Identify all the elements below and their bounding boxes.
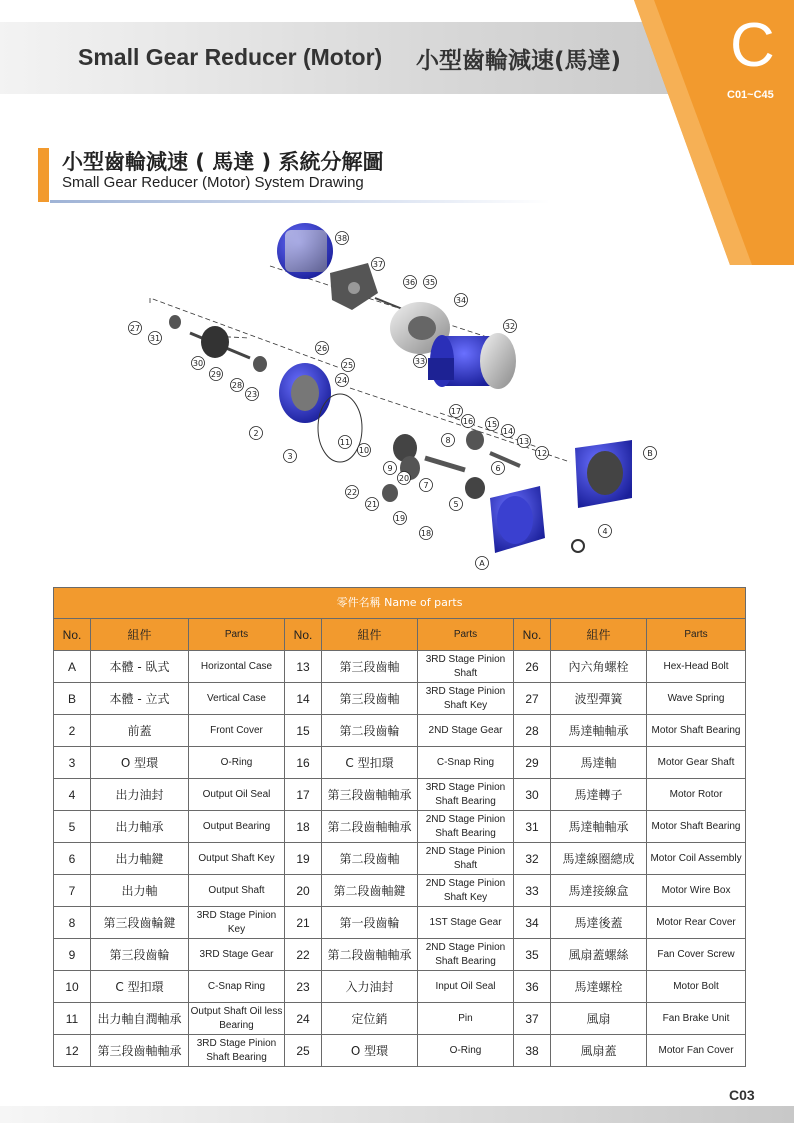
callout-label: 34: [455, 296, 467, 305]
callout-label: 24: [336, 376, 348, 385]
section-bar: [38, 148, 49, 202]
header-title-zh: 小型齒輪減速(馬達): [416, 48, 622, 74]
part-name-en: C-Snap Ring: [418, 747, 514, 779]
part-name-en: Front Cover: [189, 715, 285, 747]
callout-label: 19: [394, 514, 406, 523]
part-name-zh: 馬達後蓋: [551, 907, 647, 939]
part-name-en: 2ND Stage Gear: [418, 715, 514, 747]
part-no: 22: [285, 939, 322, 971]
part-name-en: Motor Shaft Bearing: [647, 715, 746, 747]
callout-label: 23: [246, 390, 258, 399]
header-zh: 組件: [91, 619, 189, 651]
front-cover: [279, 363, 331, 423]
callout-label: A: [479, 559, 485, 568]
part-no: 19: [285, 843, 322, 875]
header-en: Parts: [647, 619, 746, 651]
part-name-zh: 出力軸承: [91, 811, 189, 843]
fan-cover: [277, 223, 333, 279]
callout-label: 17: [450, 407, 462, 416]
callout-label: 20: [398, 474, 410, 483]
part-name-zh: 第一段齒輪: [322, 907, 418, 939]
part-no: 13: [285, 651, 322, 683]
table-row: [54, 779, 746, 811]
section-underline: [50, 200, 550, 203]
part-name-en: 3RD Stage Pinion Shaft: [418, 651, 514, 683]
callout-group: [129, 232, 657, 570]
part-name-en: 1ST Stage Gear: [418, 907, 514, 939]
part-no: 32: [514, 843, 551, 875]
callout-label: 22: [346, 488, 358, 497]
part-name-zh: 前蓋: [91, 715, 189, 747]
part-name-en: Output Oil Seal: [189, 779, 285, 811]
part-name-zh: O 型環: [91, 747, 189, 779]
part-name-zh: 定位銷: [322, 1003, 418, 1035]
callout-label: 7: [423, 481, 429, 490]
part-name-en: Motor Bolt: [647, 971, 746, 1003]
callout-label: 18: [420, 529, 432, 538]
callout-label: B: [647, 449, 653, 458]
part-name-zh: 波型彈簧: [551, 683, 647, 715]
callout-label: 27: [129, 324, 141, 333]
part-name-en: Pin: [418, 1003, 514, 1035]
part-name-zh: O 型環: [322, 1035, 418, 1067]
part-no: 6: [54, 843, 91, 875]
part-name-en: 3RD Stage Pinion Key: [189, 907, 285, 939]
table-row: [54, 939, 746, 971]
callout-label: 4: [602, 527, 608, 536]
part-name-zh: 第二段齒軸軸承: [322, 939, 418, 971]
table-row: [54, 651, 746, 683]
part-no: 10: [54, 971, 91, 1003]
rotor-shaft: [169, 315, 267, 372]
callout-label: 11: [339, 438, 351, 447]
part-name-en: Motor Rear Cover: [647, 907, 746, 939]
part-no: 8: [54, 907, 91, 939]
part-no: 23: [285, 971, 322, 1003]
table-row: [54, 747, 746, 779]
part-name-zh: 馬達接線盒: [551, 875, 647, 907]
callout-label: 26: [316, 344, 328, 353]
part-name-en: O-Ring: [418, 1035, 514, 1067]
section-title-en: Small Gear Reducer (Motor) System Drawing: [62, 174, 364, 191]
part-no: 35: [514, 939, 551, 971]
part-no: 34: [514, 907, 551, 939]
part-name-zh: C 型扣環: [322, 747, 418, 779]
part-name-zh: 入力油封: [322, 971, 418, 1003]
part-no: 9: [54, 939, 91, 971]
part-no: 33: [514, 875, 551, 907]
part-name-en: Input Oil Seal: [418, 971, 514, 1003]
part-name-zh: 出力軸: [91, 875, 189, 907]
table-row: [54, 715, 746, 747]
header-no: No.: [514, 619, 551, 651]
callout-label: 6: [495, 464, 501, 473]
part-name-zh: 本體 - 立式: [91, 683, 189, 715]
part-name-en: 3RD Stage Pinion Shaft Bearing: [418, 779, 514, 811]
callout-label: 35: [424, 278, 436, 287]
table-row: [54, 971, 746, 1003]
header-en: Parts: [418, 619, 514, 651]
fan: [330, 263, 378, 310]
part-name-zh: 出力軸自潤軸承: [91, 1003, 189, 1035]
header-zh: 組件: [551, 619, 647, 651]
part-name-en: Motor Fan Cover: [647, 1035, 746, 1067]
part-name-en: Output Shaft Key: [189, 843, 285, 875]
motor-coil: [428, 333, 516, 389]
callout-label: 2: [253, 429, 259, 438]
part-name-zh: 本體 - 臥式: [91, 651, 189, 683]
part-name-zh: 第二段齒輪: [322, 715, 418, 747]
callout-label: 21: [366, 500, 378, 509]
section-letter: C: [730, 11, 775, 80]
part-name-en: Motor Gear Shaft: [647, 747, 746, 779]
table-row: [54, 811, 746, 843]
part-no: 28: [514, 715, 551, 747]
table-title: 零件名稱 Name of parts: [54, 588, 746, 619]
part-no: 18: [285, 811, 322, 843]
part-no: 37: [514, 1003, 551, 1035]
part-name-zh: 第三段齒軸: [322, 651, 418, 683]
part-name-zh: 內六角螺栓: [551, 651, 647, 683]
part-no: 15: [285, 715, 322, 747]
callout-label: 38: [336, 234, 348, 243]
callout-label: 36: [404, 278, 416, 287]
part-no: 27: [514, 683, 551, 715]
part-name-en: 2ND Stage Pinion Shaft Bearing: [418, 811, 514, 843]
part-name-zh: 馬達線圈總成: [551, 843, 647, 875]
callout-label: 9: [387, 464, 393, 473]
part-name-en: Output Shaft: [189, 875, 285, 907]
part-name-zh: 馬達螺栓: [551, 971, 647, 1003]
part-no: 20: [285, 875, 322, 907]
part-name-zh: 第三段齒軸軸承: [91, 1035, 189, 1067]
part-name-zh: 出力油封: [91, 779, 189, 811]
part-no: A: [54, 651, 91, 683]
callout-label: 8: [445, 436, 451, 445]
part-name-zh: 馬達轉子: [551, 779, 647, 811]
part-name-zh: 風扇蓋: [551, 1035, 647, 1067]
part-name-en: Motor Coil Assembly: [647, 843, 746, 875]
part-name-zh: 第三段齒輪: [91, 939, 189, 971]
part-no: 25: [285, 1035, 322, 1067]
part-name-en: 2ND Stage Pinion Shaft Bearing: [418, 939, 514, 971]
part-name-en: 3RD Stage Pinion Shaft Bearing: [189, 1035, 285, 1067]
part-name-zh: 第二段齒軸軸承: [322, 811, 418, 843]
part-name-zh: 第三段齒輪鍵: [91, 907, 189, 939]
table-row: [54, 907, 746, 939]
callout-label: 28: [231, 381, 243, 390]
part-name-zh: 第三段齒軸: [322, 683, 418, 715]
part-name-en: Horizontal Case: [189, 651, 285, 683]
part-name-en: Hex-Head Bolt: [647, 651, 746, 683]
part-name-en: 3RD Stage Gear: [189, 939, 285, 971]
part-name-en: Vertical Case: [189, 683, 285, 715]
part-name-zh: 第二段齒軸鍵: [322, 875, 418, 907]
callout-label: 5: [453, 500, 459, 509]
table-row: [54, 1035, 746, 1067]
part-name-zh: 馬達軸: [551, 747, 647, 779]
part-name-en: Fan Cover Screw: [647, 939, 746, 971]
part-no: 12: [54, 1035, 91, 1067]
part-no: 3: [54, 747, 91, 779]
footer-band: [0, 1106, 794, 1123]
section-range: C01~C45: [727, 89, 774, 101]
reducer-case-horizontal: [490, 486, 545, 553]
callout-label: 25: [342, 361, 354, 370]
header-title-en: Small Gear Reducer (Motor): [78, 44, 383, 70]
part-name-en: 2ND Stage Pinion Shaft: [418, 843, 514, 875]
header-no: No.: [54, 619, 91, 651]
part-name-en: Motor Rotor: [647, 779, 746, 811]
part-no: 11: [54, 1003, 91, 1035]
page-number: C03: [729, 1087, 755, 1103]
table-row: [54, 875, 746, 907]
part-name-en: 2ND Stage Pinion Shaft Key: [418, 875, 514, 907]
part-no: 5: [54, 811, 91, 843]
callout-label: 31: [149, 334, 161, 343]
part-no: 14: [285, 683, 322, 715]
part-no: 26: [514, 651, 551, 683]
part-name-zh: 第二段齒軸: [322, 843, 418, 875]
part-name-en: Wave Spring: [647, 683, 746, 715]
header-zh: 組件: [322, 619, 418, 651]
header-en: Parts: [189, 619, 285, 651]
part-name-en: Motor Wire Box: [647, 875, 746, 907]
part-no: 30: [514, 779, 551, 811]
part-name-zh: 出力軸鍵: [91, 843, 189, 875]
callout-label: 37: [372, 260, 384, 269]
part-name-en: Output Shaft Oil less Bearing: [189, 1003, 285, 1035]
part-no: 2: [54, 715, 91, 747]
table-row: [54, 1003, 746, 1035]
table-row: [54, 843, 746, 875]
part-no: 4: [54, 779, 91, 811]
part-name-zh: C 型扣環: [91, 971, 189, 1003]
part-name-en: Output Bearing: [189, 811, 285, 843]
part-no: 31: [514, 811, 551, 843]
part-no: 29: [514, 747, 551, 779]
part-no: 24: [285, 1003, 322, 1035]
exploded-drawing: [120, 218, 680, 576]
part-no: B: [54, 683, 91, 715]
part-name-en: Motor Shaft Bearing: [647, 811, 746, 843]
part-name-zh: 第三段齒軸軸承: [322, 779, 418, 811]
part-name-en: Fan Brake Unit: [647, 1003, 746, 1035]
part-no: 21: [285, 907, 322, 939]
table-header-row: [54, 619, 746, 651]
callout-label: 3: [287, 452, 293, 461]
parts-table: [53, 587, 746, 1067]
callout-label: 29: [210, 370, 222, 379]
callout-label: 16: [462, 417, 474, 426]
part-no: 17: [285, 779, 322, 811]
callout-label: 12: [536, 449, 548, 458]
callout-label: 33: [414, 357, 426, 366]
part-name-en: 3RD Stage Pinion Shaft Key: [418, 683, 514, 715]
part-no: 7: [54, 875, 91, 907]
reducer-case-vertical: [575, 440, 632, 508]
part-no: 36: [514, 971, 551, 1003]
header-no: No.: [285, 619, 322, 651]
callout-label: 15: [486, 420, 498, 429]
part-name-zh: 風扇: [551, 1003, 647, 1035]
section-title-zh: 小型齒輪減速 ( 馬達 ) 系統分解圖: [62, 150, 384, 174]
part-no: 16: [285, 747, 322, 779]
callout-label: 13: [518, 437, 530, 446]
callout-label: 32: [504, 322, 516, 331]
part-name-en: O-Ring: [189, 747, 285, 779]
callout-label: 30: [192, 359, 204, 368]
table-row: [54, 683, 746, 715]
part-name-zh: 馬達軸軸承: [551, 715, 647, 747]
part-no: 38: [514, 1035, 551, 1067]
part-name-zh: 馬達軸軸承: [551, 811, 647, 843]
part-name-zh: 風扇蓋螺絲: [551, 939, 647, 971]
part-name-en: C-Snap Ring: [189, 971, 285, 1003]
callout-label: 10: [358, 446, 370, 455]
callout-label: 14: [502, 427, 514, 436]
